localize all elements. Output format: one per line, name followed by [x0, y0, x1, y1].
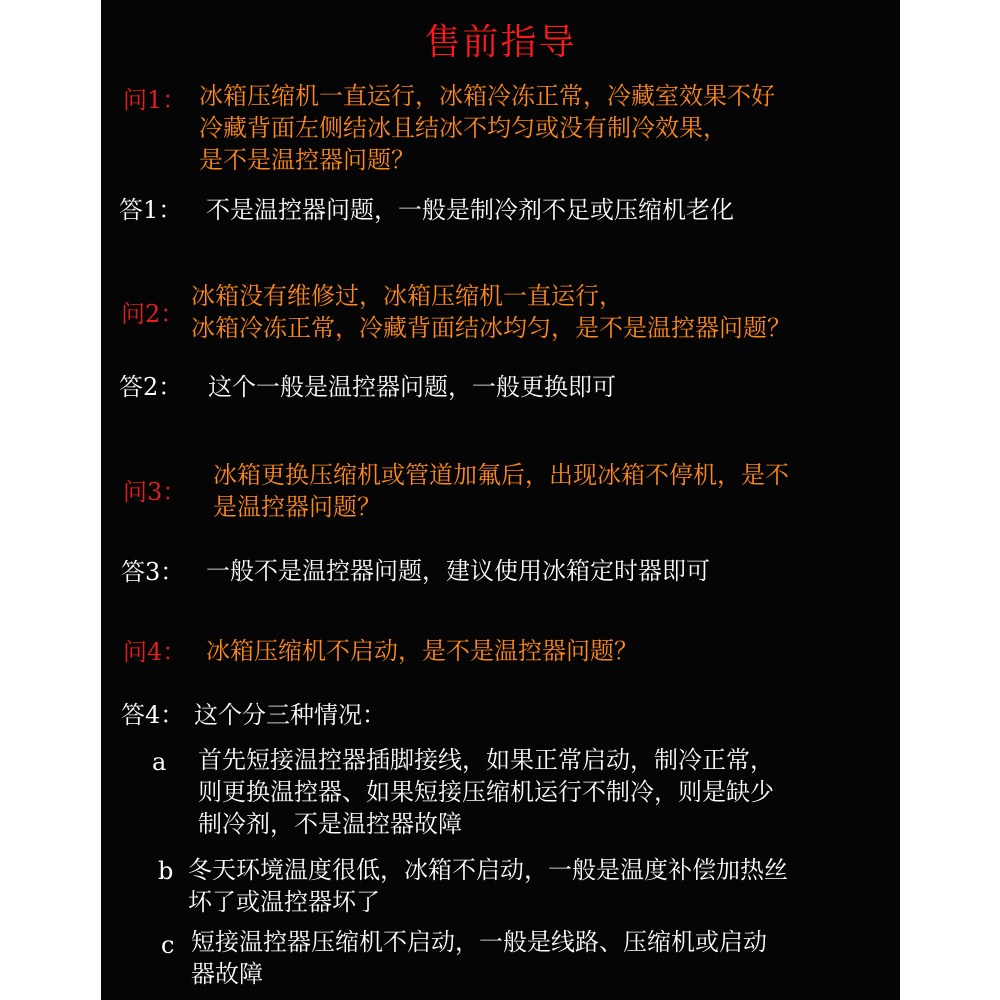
answer-1-text: [206, 194, 734, 226]
content-panel: [101, 0, 900, 1000]
question-2-label: 问2：: [121, 300, 185, 328]
case-c-text: [191, 926, 767, 990]
question-1-line: 冰箱压缩机一直运行，冰箱冷冻正常，冷藏室效果不好: [199, 82, 775, 110]
answer-2-text: [208, 371, 616, 403]
case-a-text: [198, 744, 774, 840]
question-1-label: 问1：: [123, 86, 187, 114]
question-2-line: 冰箱没有维修过，冰箱压缩机一直运行，: [191, 282, 623, 310]
question-4-label: 问4：: [123, 638, 187, 666]
case-b-marker: b: [158, 857, 174, 885]
question-1-text: [199, 80, 775, 176]
case-a-line: 首先短接温控器插脚接线，如果正常启动，制冷正常，: [198, 746, 774, 774]
answer-4-label: 答4：: [121, 701, 185, 729]
case-b-line: 冬天环境温度很低，冰箱不启动，一般是温度补偿加热丝: [188, 856, 788, 884]
case-a-line: 制冷剂，不是温控器故障: [198, 810, 462, 838]
question-3-line: 是温控器问题？: [213, 493, 381, 521]
question-1-line: 冷藏背面左侧结冰且结冰不均匀或没有制冷效果，: [199, 114, 727, 142]
question-4-line: 冰箱压缩机不启动，是不是温控器问题？: [206, 637, 638, 665]
answer-4-intro: 这个分三种情况：: [194, 701, 386, 729]
case-c-marker: c: [161, 931, 175, 959]
answer-2-line: 这个一般是温控器问题，一般更换即可: [208, 373, 616, 401]
case-a-marker: a: [152, 748, 167, 776]
question-3-line: 冰箱更换压缩机或管道加氟后，出现冰箱不停机，是不: [213, 461, 789, 489]
question-3-text: [213, 459, 789, 523]
answer-3-text: [206, 555, 710, 587]
question-4-text: [206, 635, 638, 667]
case-c-line: 器故障: [191, 960, 263, 988]
answer-3-label: 答3：: [121, 558, 185, 586]
case-b-text: [188, 854, 788, 918]
answer-1-line: 不是温控器问题，一般是制冷剂不足或压缩机老化: [206, 196, 734, 224]
answer-1-label: 答1：: [119, 196, 183, 224]
question-2-line: 冰箱冷冻正常，冷藏背面结冰均匀，是不是温控器问题？: [191, 314, 791, 342]
case-b-line: 坏了或温控器坏了: [188, 888, 380, 916]
answer-2-label: 答2：: [119, 373, 183, 401]
question-3-label: 问3：: [123, 478, 187, 506]
case-a-line: 则更换温控器、如果短接压缩机运行不制冷，则是缺少: [198, 778, 774, 806]
question-1-line: 是不是温控器问题？: [199, 146, 415, 174]
case-c-line: 短接温控器压缩机不启动，一般是线路、压缩机或启动: [191, 928, 767, 956]
answer-3-line: 一般不是温控器问题，建议使用冰箱定时器即可: [206, 557, 710, 585]
question-2-text: [191, 280, 791, 344]
page-title: 售前指导: [424, 22, 577, 63]
